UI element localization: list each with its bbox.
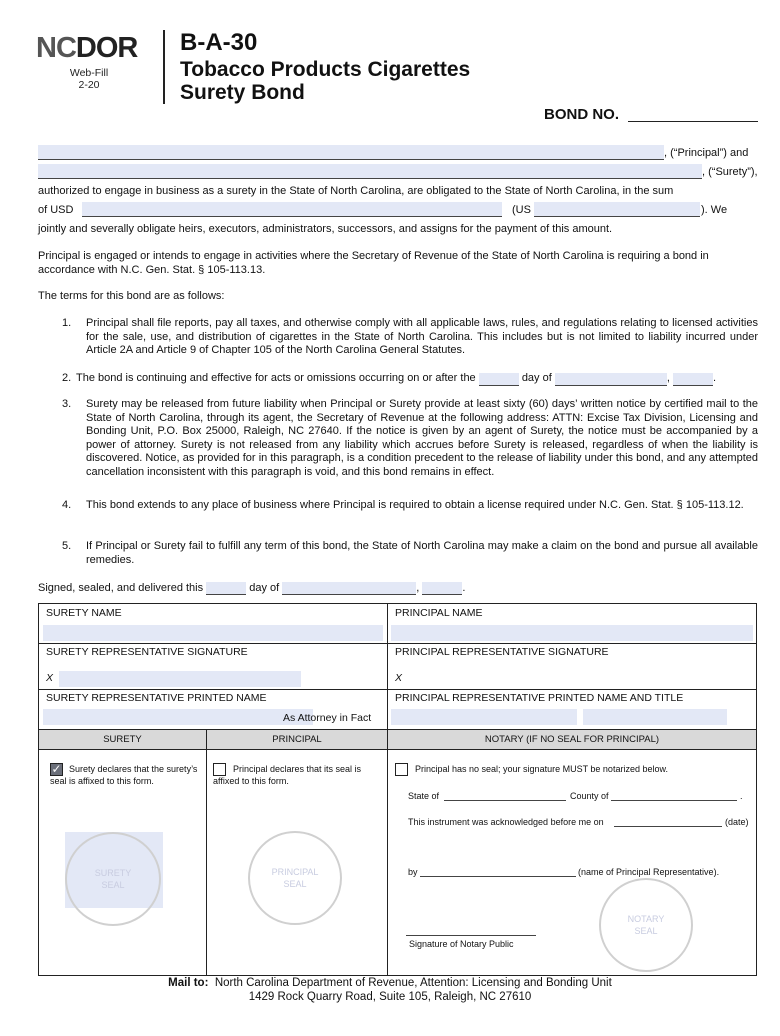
county-of-field[interactable]	[611, 800, 737, 801]
principal-rep-title-input[interactable]	[583, 709, 727, 725]
principal-rep-printed-label: PRINCIPAL REPRESENTATIVE PRINTED NAME AND TITLE	[395, 692, 684, 704]
principal-declares-text: Principal declares that its seal is affixed to this form.	[213, 764, 362, 786]
principal-suffix: , (“Principal”) and	[664, 147, 749, 159]
by-name-field[interactable]	[420, 876, 576, 877]
authorized-text: authorized to engage in business as a surety in the State of North Carolina, are obligated to the State of North Carolina, in the sum	[38, 185, 674, 197]
surety-rep-printed-input[interactable]	[43, 709, 313, 725]
principal-name-label: PRINCIPAL NAME	[395, 607, 483, 619]
surety-x-mark: X	[46, 672, 54, 684]
notary-seal: NOTARY SEAL	[599, 878, 693, 972]
bond-no-field[interactable]	[628, 121, 758, 122]
surety-name-field[interactable]	[38, 164, 702, 179]
term-2: 2. The bond is continuing and effective for acts or omissions occurring on or after the day of , .	[62, 372, 717, 384]
surety-declares-text: Surety declares that the surety’s seal is affixed to this form.	[50, 764, 198, 786]
term-1: 1. Principal shall file reports, pay all taxes, and otherwise comply with all applicable laws, rules, and regulations relating to licensed activities for the sale, use, and distribution of cigarettes in the State of North Carolina. This includes but is not limited to liability incurred under Article 2A and Article 9 of Chapter 105 of the North Carolina General Statutes.	[62, 317, 758, 356]
bond-no-label: BOND NO.	[544, 106, 619, 123]
col-principal: PRINCIPAL	[272, 734, 322, 745]
surety-rep-sig-input[interactable]	[59, 671, 301, 687]
surety-seal: SURETY SEAL	[65, 832, 161, 926]
header-divider	[163, 30, 165, 104]
effective-month-field[interactable]	[555, 373, 667, 386]
us-open: (US	[512, 204, 531, 216]
by-label: by	[408, 867, 418, 877]
of-usd-label: of USD	[38, 204, 74, 216]
mail-to-line2: 1429 Rock Quarry Road, Suite 105, Raleigh, NC 27610	[248, 991, 532, 1003]
form-title: Tobacco Products Cigarettes Surety Bond	[180, 58, 471, 104]
surety-suffix: , (“Surety”),	[702, 166, 758, 178]
notary-signature-field[interactable]	[406, 935, 536, 936]
principal-x-mark: X	[395, 672, 403, 684]
form-version: Web-Fill 2-20	[69, 67, 109, 91]
principal-seal: PRINCIPAL SEAL	[248, 831, 342, 925]
as-attorney-label: As Attorney in Fact	[283, 712, 372, 724]
state-of-field[interactable]	[444, 800, 566, 801]
term-3: 3. Surety may be released from future liability when Principal or Surety provide at least sixty (60) days’ written notice by certified mail to the State of North Carolina, through its agent, the Secretary of Revenue at the following address: ATTN: Excise Tax Division, Licensing and Bonding Unit, P.O. Box 25000, Raleigh, NC 27640. If the notice is given by an agent of Surety, the notice must be accompanied by a power of attorney. Surety is not released from any liability which accrues before Surety is released, regardless of when the liability is discovered. Notice, as provided for in this paragraph, is a condition precedent to the release of liability under this bond, and any attempted cancellation inconsistent with this paragraph is void, and this bond remains in effect.	[62, 398, 758, 478]
term-5: 5. If Principal or Surety fail to fulfill any term of this bond, the State of North Carolina may make a claim on the bond and pursue all available remedies.	[62, 540, 758, 566]
jointly-text: jointly and severally obligate heirs, executors, administrators, successors, and assigns for the payment of this amount.	[38, 223, 613, 235]
name-of-rep-label: (name of Principal Representative).	[578, 867, 720, 877]
state-of-label: State of	[408, 791, 440, 801]
effective-year-field[interactable]	[673, 373, 713, 386]
effective-day-field[interactable]	[479, 373, 519, 386]
notary-signature-label: Signature of Notary Public	[409, 939, 514, 949]
mail-to-line1: Mail to: North Carolina Department of Revenue, Attention: Licensing and Bonding Unit	[168, 977, 612, 989]
surety-name-input[interactable]	[43, 625, 383, 641]
signed-year-field[interactable]	[422, 582, 462, 595]
surety-rep-sig-label: SURETY REPRESENTATIVE SIGNATURE	[46, 646, 248, 658]
principal-name-input[interactable]	[391, 625, 753, 641]
no-seal-text: Principal has no seal; your signature MUST be notarized below.	[415, 764, 668, 774]
principal-rep-sig-label: PRINCIPAL REPRESENTATIVE SIGNATURE	[395, 646, 609, 658]
no-seal-checkbox[interactable]	[395, 763, 408, 776]
col-surety: SURETY	[103, 734, 142, 745]
term-4: 4. This bond extends to any place of business where Principal is required to obtain a license required under N.C. Gen. Stat. § 105-113.12.	[62, 499, 744, 511]
signed-day-field[interactable]	[206, 582, 246, 595]
surety-seal-checkbox[interactable]: ✓	[51, 762, 62, 776]
principal-rep-printed-input[interactable]	[391, 709, 577, 725]
amount-numeric-field[interactable]	[534, 202, 700, 217]
signature-table: SURETY NAME PRINCIPAL NAME SURETY REPRESENTATIVE SIGNATURE X PRINCIPAL REPRESENTATIVE SIGNATURE X SURETY REPRESENTATIVE PRINTED NAME As Attorney in Fact PRINCIPAL REPRESENTATIVE PRINTED NAME AND TITLE SURETY PRINCIPAL NOTARY (IF NO SEAL FOR PRINCIPAL) ✓ Surety declares that the surety’s seal is affixed to this form. SURETY SEAL Principal declares that its seal is affixed to this form. PRINCIPAL SEAL Principal has no seal; your signature MUST be notarized below. State of County of . This instrument was acknowledged before me on (date) by (name of Principal Representative). Signature of Notary Public NOTARY SEAL	[38, 603, 757, 976]
ack-date-field[interactable]	[614, 826, 722, 827]
surety-rep-printed-label: SURETY REPRESENTATIVE PRINTED NAME	[46, 692, 267, 704]
signed-line: Signed, sealed, and delivered this day of , .	[38, 582, 466, 594]
acknowledged-text: This instrument was acknowledged before me on	[408, 817, 604, 827]
terms-heading: The terms for this bond are as follows:	[38, 290, 225, 302]
we-text: ). We	[701, 204, 728, 216]
form-number: B-A-30	[180, 29, 258, 56]
date-label: (date)	[725, 817, 749, 827]
ncdor-logo: NCDOR	[36, 32, 138, 64]
intro-paragraph: Principal is engaged or intends to engage in activities where the Secretary of Revenue of the State of North Carolina is requiring a bond in accordance with N.C. Gen. Stat. § 105-113.13.	[38, 250, 709, 276]
county-of-label: County of	[570, 791, 609, 801]
col-notary: NOTARY (IF NO SEAL FOR PRINCIPAL)	[484, 734, 660, 745]
surety-name-label: SURETY NAME	[46, 607, 122, 619]
principal-name-field[interactable]	[38, 145, 664, 160]
signed-month-field[interactable]	[282, 582, 416, 595]
amount-words-field[interactable]	[82, 202, 502, 217]
